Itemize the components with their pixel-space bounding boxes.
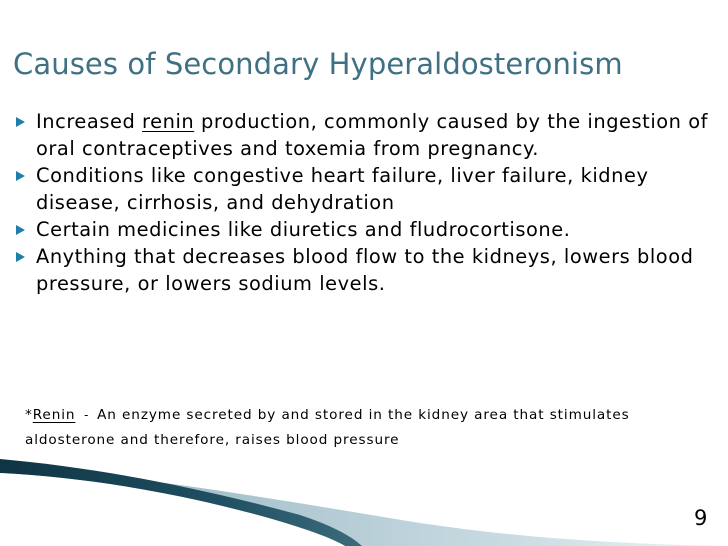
footnote-dash: -: [75, 408, 98, 422]
footnote: [25, 403, 715, 453]
bullet-list: [16, 108, 716, 297]
bullet-arrow-icon: [16, 117, 25, 127]
bullet-text: Conditions like congestive heart failure, liver failure, kidney disease, cirrhosis, and dehydration: [36, 164, 649, 214]
bullet-item: [16, 216, 716, 243]
bullet-text: Anything that decreases blood flow to the kidneys, lowers blood pressure, or lowers sodium levels.: [36, 245, 694, 295]
bullet-text-start: Increased: [36, 110, 143, 133]
bullet-item: [16, 243, 716, 297]
footnote-asterisk: *: [25, 407, 33, 423]
slide-title: Causes of Secondary Hyperaldosteronism: [13, 47, 623, 81]
decorative-swoosh: [0, 455, 728, 546]
footnote-definition: An enzyme secreted by and stored in the kidney area that stimulates aldosterone and therefore, raises blood pressure: [25, 407, 630, 448]
bullet-arrow-icon: [16, 171, 25, 181]
bullet-arrow-icon: [16, 225, 25, 235]
bullet-item: [16, 162, 716, 216]
bullet-item: [16, 108, 716, 162]
bullet-text-end: production, commonly caused by the ingestion of oral contraceptives and toxemia from pregnancy.: [36, 110, 709, 160]
footnote-term: Renin: [32, 407, 76, 423]
renin-term: renin: [142, 110, 195, 133]
bullet-arrow-icon: [16, 252, 25, 262]
page-number: 9: [694, 506, 708, 530]
bullet-text: Certain medicines like diuretics and fludrocortisone.: [36, 218, 571, 241]
